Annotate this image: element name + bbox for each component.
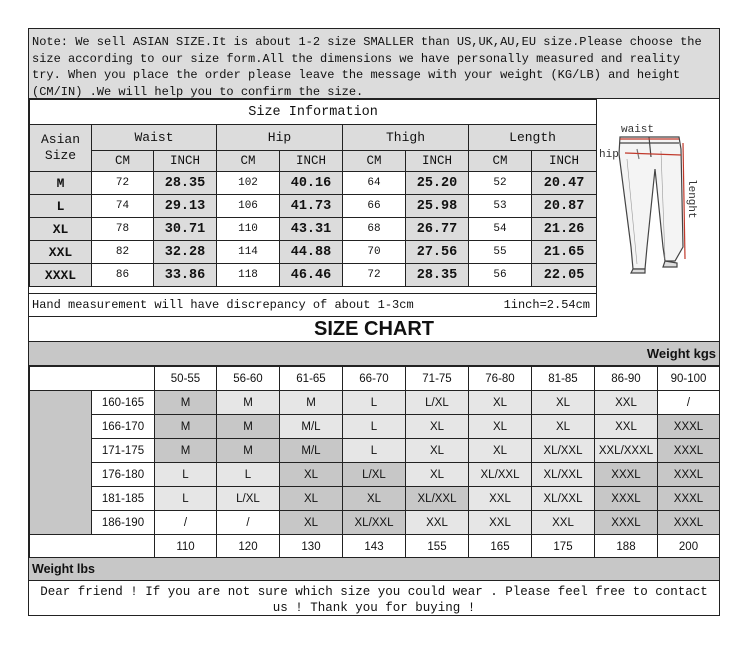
size-information-table [29,99,597,287]
size-chart-title: SIZE CHART [29,317,719,342]
size-label: XXXL [30,264,92,287]
cm-value: 74 [92,195,154,218]
size-cell: XL [469,391,532,415]
size-cell: / [155,511,217,535]
size-cell: L/XL [217,487,280,511]
inch-value: 28.35 [406,264,469,287]
weight-kg-cell: 61-65 [280,367,343,391]
size-cell: XXL/XXXL [595,439,658,463]
cm-value: 56 [469,264,532,287]
size-cell: M [155,391,217,415]
size-cell: XXL [595,415,658,439]
weight-lb-cell: 175 [532,535,595,559]
unit-cm-header: CM [469,151,532,172]
weight-lbs-bar: Weight lbs [29,557,719,581]
size-row [30,195,597,218]
inch-value: 33.86 [154,264,217,287]
size-guide-frame [28,28,720,616]
size-row [30,264,597,287]
unit-inch-header: INCH [532,151,597,172]
size-cell: M [217,391,280,415]
height-row [30,439,720,463]
size-cell: XL [532,415,595,439]
size-cell: M/L [280,415,343,439]
inch-value: 41.73 [280,195,343,218]
size-cell: L/XL [343,463,406,487]
size-cell: XL [406,415,469,439]
size-cell: XL/XXL [343,511,406,535]
size-note: Note: We sell ASIAN SIZE.It is about 1-2 size SMALLER than US,UK,AU,EU size.Please choose the size according to our size form.All the dimensions we have personally measured and reality try. When you place the order please leave the message with your weight (KG/LB) and height (CM/IN) .We will help you to confirm the size. [29,29,719,99]
inch-value: 20.87 [532,195,597,218]
size-cell: XXXL [658,511,720,535]
cm-value: 53 [469,195,532,218]
size-information-title: Size Information [30,100,597,125]
weight-lbs-row [30,535,720,559]
size-cell: XL/XXL [532,439,595,463]
cm-value: 72 [343,264,406,287]
inch-value: 20.47 [532,172,597,195]
size-cell: XL [280,511,343,535]
unit-inch-header: INCH [154,151,217,172]
unit-inch-header: INCH [406,151,469,172]
size-cell: XXXL [658,439,720,463]
weight-lb-cell: 120 [217,535,280,559]
size-cell: XXXL [658,487,720,511]
size-label: L [30,195,92,218]
size-cell: XL [406,439,469,463]
inch-value: 32.28 [154,241,217,264]
height-row [30,487,720,511]
size-cell: XXXL [658,415,720,439]
size-cell: M [155,415,217,439]
cm-value: 78 [92,218,154,241]
weight-lb-cell: 188 [595,535,658,559]
size-row [30,172,597,195]
footer-message: Dear friend ! If you are not sure which size you could wear . Please feel free to contact us ! Thank you for buying ! [40,585,708,615]
pants-diagram-icon [597,99,719,317]
weight-kg-cell: 56-60 [217,367,280,391]
size-cell: XXL [532,511,595,535]
cm-value: 64 [343,172,406,195]
size-cell: M [280,391,343,415]
inch-value: 43.31 [280,218,343,241]
inch-value: 30.71 [154,218,217,241]
unit-cm-header: CM [92,151,154,172]
height-cell: 171-175 [92,439,155,463]
size-cell: XL [469,415,532,439]
inch-value: 22.05 [532,264,597,287]
cm-value: 118 [217,264,280,287]
unit-cm-header: CM [343,151,406,172]
weight-kg-cell: 86-90 [595,367,658,391]
size-cell: L [343,391,406,415]
weight-kg-cell: 66-70 [343,367,406,391]
height-row [30,391,720,415]
size-cell: M [217,439,280,463]
size-cell: XL/XXL [532,463,595,487]
size-cell: / [658,391,720,415]
height-cell: 181-185 [92,487,155,511]
size-cell: XXXL [658,463,720,487]
inch-value: 28.35 [154,172,217,195]
size-cell: M/L [280,439,343,463]
height-row [30,463,720,487]
size-cell: L/XL [406,391,469,415]
size-row [30,218,597,241]
cm-value: 68 [343,218,406,241]
cm-value: 110 [217,218,280,241]
inch-value: 46.46 [280,264,343,287]
size-cell: XXXL [595,511,658,535]
weight-lb-cell: 143 [343,535,406,559]
height-row [30,511,720,535]
size-cell: XXXL [595,463,658,487]
height-side-cell [30,391,92,535]
inch-value: 25.98 [406,195,469,218]
weight-kg-cell: 90-100 [658,367,720,391]
inch-value: 26.77 [406,218,469,241]
size-cell: XL/XXL [406,487,469,511]
size-label: M [30,172,92,195]
weight-lb-cell: 110 [155,535,217,559]
weight-kg-cell: 50-55 [155,367,217,391]
weight-lb-cell: 165 [469,535,532,559]
size-cell: M [217,415,280,439]
blank-cell [30,367,155,391]
weight-kgs-row [30,367,720,391]
cm-value: 52 [469,172,532,195]
size-cell: M [155,439,217,463]
size-cell: XXL [406,511,469,535]
size-cell: XXXL [595,487,658,511]
blank-cell [30,535,155,559]
hand-measurement-note: Hand measurement will have discrepancy of about 1-3cm [32,298,414,312]
height-cell: 186-190 [92,511,155,535]
weight-kg-cell: 81-85 [532,367,595,391]
measurement-note-bar [29,293,596,317]
size-cell: XL [406,463,469,487]
weight-kgs-bar: Weight kgs [29,342,719,366]
cm-value: 86 [92,264,154,287]
size-cell: L [343,415,406,439]
weight-kg-cell: 71-75 [406,367,469,391]
pants-measurement-figure [596,99,719,317]
waist-header: Waist [92,125,217,151]
hip-header: Hip [217,125,343,151]
size-cell: L [343,439,406,463]
inch-value: 25.20 [406,172,469,195]
size-cell: XL [280,463,343,487]
inch-value: 21.26 [532,218,597,241]
weight-kg-cell: 76-80 [469,367,532,391]
size-cell: XL [280,487,343,511]
inch-value: 21.65 [532,241,597,264]
inch-value: 40.16 [280,172,343,195]
cm-value: 102 [217,172,280,195]
length-header: Length [469,125,597,151]
cm-value: 114 [217,241,280,264]
cm-value: 66 [343,195,406,218]
waist-label: waist [621,124,655,136]
height-cell: 166-170 [92,415,155,439]
size-chart-table [29,366,720,559]
size-cell: L [155,463,217,487]
thigh-header: Thigh [343,125,469,151]
length-label: lenght [685,179,697,219]
size-cell: L [155,487,217,511]
cm-value: 54 [469,218,532,241]
size-cell: XL [343,487,406,511]
height-cell: 160-165 [92,391,155,415]
size-cell: XXL [469,511,532,535]
inch-value: 44.88 [280,241,343,264]
unit-inch-header: INCH [280,151,343,172]
size-label: XXL [30,241,92,264]
weight-lb-cell: 200 [658,535,720,559]
inch-conversion-note: 1inch=2.54cm [503,298,590,312]
weight-lb-cell: 155 [406,535,469,559]
inch-value: 27.56 [406,241,469,264]
size-cell: XL [532,391,595,415]
size-cell: / [217,511,280,535]
height-cell: 176-180 [92,463,155,487]
size-cell: XXL [469,487,532,511]
size-row [30,241,597,264]
size-cell: XL/XXL [469,463,532,487]
cm-value: 70 [343,241,406,264]
cm-value: 55 [469,241,532,264]
weight-lb-cell: 130 [280,535,343,559]
size-cell: XL/XXL [532,487,595,511]
size-cell: XL [469,439,532,463]
cm-value: 72 [92,172,154,195]
size-cell: XXL [595,391,658,415]
height-row [30,415,720,439]
cm-value: 82 [92,241,154,264]
inch-value: 29.13 [154,195,217,218]
hip-label: hip [599,149,619,161]
cm-value: 106 [217,195,280,218]
unit-cm-header: CM [217,151,280,172]
asian-size-header: Asian Size [30,125,92,172]
size-label: XL [30,218,92,241]
size-cell: L [217,463,280,487]
